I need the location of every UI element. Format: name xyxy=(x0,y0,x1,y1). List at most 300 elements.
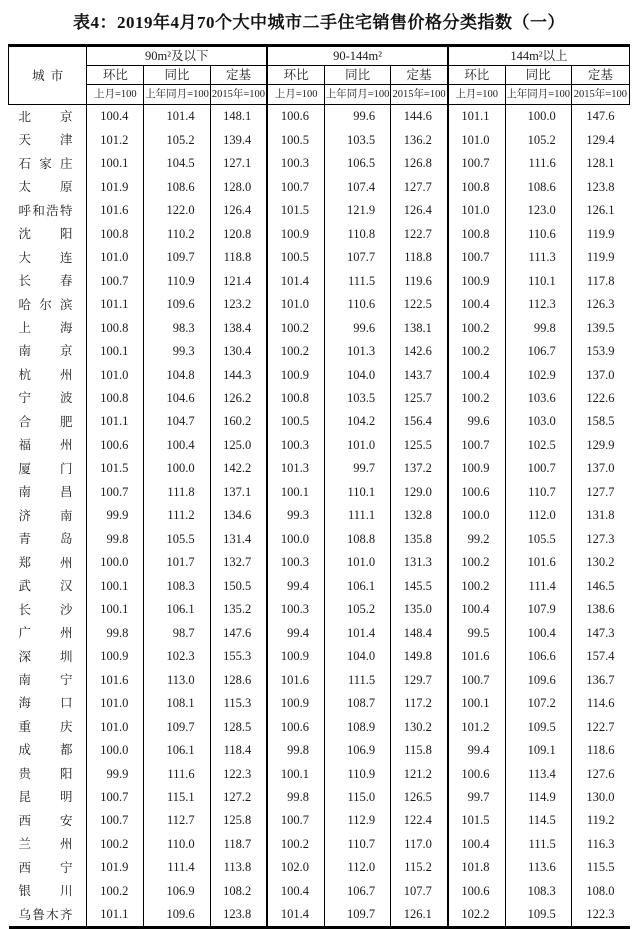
index-value: 123.2 xyxy=(210,293,267,316)
city-name: 杭 州 xyxy=(18,367,73,382)
city-name: 南 昌 xyxy=(18,485,73,500)
index-value: 128.1 xyxy=(571,152,629,175)
index-value: 118.8 xyxy=(210,246,267,269)
index-value: 114.5 xyxy=(505,809,571,832)
index-value: 108.3 xyxy=(505,879,571,902)
index-value: 139.5 xyxy=(571,316,629,339)
index-value: 109.7 xyxy=(144,715,210,738)
city-name: 福 州 xyxy=(18,438,73,453)
index-value: 113.6 xyxy=(505,856,571,879)
index-value: 101.4 xyxy=(144,105,210,129)
index-value: 118.7 xyxy=(210,833,267,856)
index-value: 104.0 xyxy=(324,645,390,668)
index-value: 104.8 xyxy=(144,363,210,386)
city-name: 长 春 xyxy=(18,274,73,289)
index-value: 100.6 xyxy=(267,105,324,129)
metric-header: 环比 xyxy=(87,66,144,85)
index-value: 101.0 xyxy=(324,551,390,574)
index-value: 105.5 xyxy=(505,527,571,550)
table-row xyxy=(9,199,630,222)
index-value: 101.5 xyxy=(448,809,505,832)
index-value: 101.2 xyxy=(448,715,505,738)
table-row xyxy=(9,340,630,363)
index-value: 135.0 xyxy=(391,598,448,621)
index-value: 101.9 xyxy=(87,856,144,879)
index-value: 122.3 xyxy=(571,903,629,928)
index-value: 100.8 xyxy=(87,387,144,410)
table-row xyxy=(9,457,630,480)
city-name: 深 圳 xyxy=(18,649,73,664)
index-value: 111.3 xyxy=(505,246,571,269)
table-row xyxy=(9,621,630,644)
index-value: 130.2 xyxy=(571,551,629,574)
metric-header: 同比 xyxy=(324,66,390,85)
index-value: 111.6 xyxy=(505,152,571,175)
index-value: 148.1 xyxy=(210,105,267,129)
index-value: 98.3 xyxy=(144,316,210,339)
table-row xyxy=(9,786,630,809)
index-value: 99.3 xyxy=(267,504,324,527)
index-value: 109.1 xyxy=(505,739,571,762)
index-value: 126.5 xyxy=(391,786,448,809)
index-value: 122.3 xyxy=(210,762,267,785)
table-row xyxy=(9,246,630,269)
index-value: 109.7 xyxy=(324,903,390,928)
index-value: 110.0 xyxy=(144,833,210,856)
index-value: 100.4 xyxy=(267,879,324,902)
index-value: 113.4 xyxy=(505,762,571,785)
index-value: 100.2 xyxy=(448,340,505,363)
table-row xyxy=(9,410,630,433)
table-row xyxy=(9,551,630,574)
index-value: 108.2 xyxy=(210,879,267,902)
header-row-groups xyxy=(9,46,630,66)
index-value: 147.6 xyxy=(210,621,267,644)
index-value: 137.0 xyxy=(571,363,629,386)
base-header: 上年同月=100 xyxy=(144,85,210,105)
index-value: 100.8 xyxy=(87,316,144,339)
index-value: 100.0 xyxy=(505,105,571,129)
header-row-metrics xyxy=(9,66,630,85)
city-name: 合 肥 xyxy=(18,414,73,429)
index-value: 122.7 xyxy=(571,715,629,738)
index-value: 122.0 xyxy=(144,199,210,222)
index-value: 100.6 xyxy=(448,762,505,785)
city-name: 北 京 xyxy=(18,109,73,124)
index-value: 126.1 xyxy=(391,903,448,928)
index-value: 99.3 xyxy=(144,340,210,363)
index-value: 112.0 xyxy=(505,504,571,527)
group-header-90-and-below: 90m²及以下 xyxy=(87,46,268,66)
index-value: 100.6 xyxy=(448,879,505,902)
index-value: 100.7 xyxy=(267,809,324,832)
index-value: 100.3 xyxy=(267,434,324,457)
table-row xyxy=(9,222,630,245)
index-value: 100.7 xyxy=(448,434,505,457)
index-value: 136.7 xyxy=(571,668,629,691)
index-value: 123.8 xyxy=(210,903,267,928)
city-name: 太 原 xyxy=(18,180,73,195)
index-value: 99.7 xyxy=(448,786,505,809)
index-value: 115.1 xyxy=(144,786,210,809)
index-value: 127.3 xyxy=(571,527,629,550)
city-name: 银 川 xyxy=(18,884,73,899)
index-value: 101.0 xyxy=(324,434,390,457)
index-value: 100.2 xyxy=(448,551,505,574)
index-value: 112.7 xyxy=(144,809,210,832)
index-value: 99.8 xyxy=(267,739,324,762)
index-value: 99.9 xyxy=(87,762,144,785)
index-value: 105.2 xyxy=(505,128,571,151)
index-value: 100.1 xyxy=(87,598,144,621)
index-value: 101.9 xyxy=(87,175,144,198)
city-name: 广 州 xyxy=(18,626,73,641)
index-value: 101.4 xyxy=(324,621,390,644)
index-value: 111.1 xyxy=(324,504,390,527)
index-value: 126.8 xyxy=(391,152,448,175)
index-value: 114.6 xyxy=(571,692,629,715)
table-header xyxy=(9,46,630,105)
index-value: 101.0 xyxy=(448,199,505,222)
index-value: 99.6 xyxy=(324,316,390,339)
table-row xyxy=(9,833,630,856)
index-value: 125.5 xyxy=(391,434,448,457)
city-name: 南 京 xyxy=(18,344,73,359)
index-value: 129.4 xyxy=(571,128,629,151)
index-value: 126.1 xyxy=(571,199,629,222)
city-name: 成 都 xyxy=(18,743,73,758)
table-row xyxy=(9,316,630,339)
index-value: 111.8 xyxy=(144,481,210,504)
base-header: 上年同月=100 xyxy=(505,85,571,105)
index-value: 106.9 xyxy=(144,879,210,902)
index-value: 102.2 xyxy=(448,903,505,928)
index-value: 111.5 xyxy=(324,269,390,292)
index-value: 144.3 xyxy=(210,363,267,386)
index-value: 101.6 xyxy=(505,551,571,574)
table-row xyxy=(9,387,630,410)
page xyxy=(0,8,638,922)
index-value: 100.1 xyxy=(87,340,144,363)
index-value: 110.1 xyxy=(505,269,571,292)
index-value: 102.5 xyxy=(505,434,571,457)
index-value: 101.2 xyxy=(87,128,144,151)
index-value: 108.3 xyxy=(144,574,210,597)
index-value: 153.9 xyxy=(571,340,629,363)
index-value: 109.6 xyxy=(144,293,210,316)
city-name: 海 口 xyxy=(18,696,73,711)
index-value: 122.4 xyxy=(391,809,448,832)
index-value: 158.5 xyxy=(571,410,629,433)
index-value: 111.4 xyxy=(144,856,210,879)
index-value: 100.0 xyxy=(267,527,324,550)
index-value: 115.5 xyxy=(571,856,629,879)
index-value: 119.6 xyxy=(391,269,448,292)
index-value: 100.9 xyxy=(448,269,505,292)
index-value: 100.3 xyxy=(267,598,324,621)
index-value: 99.9 xyxy=(87,504,144,527)
table-body xyxy=(9,105,630,928)
index-value: 99.8 xyxy=(267,786,324,809)
index-value: 127.6 xyxy=(571,762,629,785)
index-value: 104.2 xyxy=(324,410,390,433)
index-value: 106.5 xyxy=(324,152,390,175)
metric-header: 定基 xyxy=(571,66,629,85)
index-value: 122.5 xyxy=(391,293,448,316)
index-value: 100.4 xyxy=(448,293,505,316)
index-value: 111.4 xyxy=(505,574,571,597)
index-value: 107.4 xyxy=(324,175,390,198)
index-value: 132.8 xyxy=(391,504,448,527)
base-header: 上月=100 xyxy=(87,85,144,105)
city-name: 昆 明 xyxy=(18,790,73,805)
index-value: 143.7 xyxy=(391,363,448,386)
index-value: 106.1 xyxy=(324,574,390,597)
index-value: 102.0 xyxy=(267,856,324,879)
city-name: 武 汉 xyxy=(18,579,73,594)
index-value: 99.6 xyxy=(448,410,505,433)
index-value: 100.0 xyxy=(448,504,505,527)
index-value: 100.8 xyxy=(448,175,505,198)
index-value: 111.5 xyxy=(324,668,390,691)
index-value: 100.4 xyxy=(448,833,505,856)
metric-header: 定基 xyxy=(391,66,448,85)
index-value: 101.4 xyxy=(267,269,324,292)
index-value: 99.6 xyxy=(324,105,390,129)
index-value: 99.2 xyxy=(448,527,505,550)
index-value: 128.6 xyxy=(210,668,267,691)
table-row xyxy=(9,856,630,879)
index-value: 99.7 xyxy=(324,457,390,480)
index-value: 138.1 xyxy=(391,316,448,339)
index-value: 100.3 xyxy=(267,551,324,574)
index-value: 99.8 xyxy=(87,621,144,644)
index-value: 100.9 xyxy=(448,457,505,480)
index-value: 110.2 xyxy=(144,222,210,245)
index-value: 117.2 xyxy=(391,692,448,715)
index-value: 118.6 xyxy=(571,739,629,762)
index-value: 117.0 xyxy=(391,833,448,856)
index-value: 119.9 xyxy=(571,246,629,269)
index-value: 100.9 xyxy=(267,222,324,245)
index-value: 101.1 xyxy=(87,293,144,316)
index-value: 120.8 xyxy=(210,222,267,245)
table-row xyxy=(9,105,630,129)
index-value: 119.2 xyxy=(571,809,629,832)
index-value: 156.4 xyxy=(391,410,448,433)
index-value: 100.2 xyxy=(87,879,144,902)
index-value: 101.7 xyxy=(144,551,210,574)
index-value: 101.0 xyxy=(87,363,144,386)
index-value: 101.0 xyxy=(87,246,144,269)
index-value: 106.1 xyxy=(144,598,210,621)
index-value: 101.4 xyxy=(267,903,324,928)
index-value: 107.7 xyxy=(324,246,390,269)
index-value: 112.9 xyxy=(324,809,390,832)
metric-header: 环比 xyxy=(448,66,505,85)
index-value: 100.9 xyxy=(87,645,144,668)
index-value: 99.4 xyxy=(267,621,324,644)
index-value: 100.9 xyxy=(267,692,324,715)
header-row-bases xyxy=(9,85,630,105)
index-value: 101.1 xyxy=(87,410,144,433)
group-header-90-144: 90-144m² xyxy=(267,46,448,66)
index-value: 109.7 xyxy=(144,246,210,269)
index-value: 130.2 xyxy=(391,715,448,738)
index-value: 101.6 xyxy=(448,645,505,668)
index-value: 100.1 xyxy=(87,152,144,175)
index-value: 101.1 xyxy=(87,903,144,928)
index-value: 104.5 xyxy=(144,152,210,175)
index-value: 107.9 xyxy=(505,598,571,621)
city-name: 长 沙 xyxy=(18,602,73,617)
index-value: 146.5 xyxy=(571,574,629,597)
index-value: 115.0 xyxy=(324,786,390,809)
index-value: 101.5 xyxy=(87,457,144,480)
index-value: 126.4 xyxy=(391,199,448,222)
index-value: 103.5 xyxy=(324,128,390,151)
index-value: 137.1 xyxy=(210,481,267,504)
table-row xyxy=(9,739,630,762)
index-value: 106.9 xyxy=(324,739,390,762)
table-row xyxy=(9,481,630,504)
index-value: 138.6 xyxy=(571,598,629,621)
index-value: 131.3 xyxy=(391,551,448,574)
city-name: 大 连 xyxy=(18,250,73,265)
index-value: 100.8 xyxy=(267,387,324,410)
table-row xyxy=(9,809,630,832)
table-row xyxy=(9,527,630,550)
index-value: 110.7 xyxy=(505,481,571,504)
city-name: 乌 鲁 木 齐 xyxy=(18,907,73,922)
metric-header: 同比 xyxy=(505,66,571,85)
city-name: 哈 尔 滨 xyxy=(18,297,73,312)
index-value: 110.8 xyxy=(324,222,390,245)
index-value: 157.4 xyxy=(571,645,629,668)
city-name: 西 安 xyxy=(18,813,73,828)
table-row xyxy=(9,128,630,151)
index-value: 155.3 xyxy=(210,645,267,668)
index-value: 100.1 xyxy=(448,692,505,715)
index-value: 100.1 xyxy=(267,762,324,785)
index-value: 102.3 xyxy=(144,645,210,668)
index-value: 128.5 xyxy=(210,715,267,738)
index-value: 131.4 xyxy=(210,527,267,550)
index-value: 130.4 xyxy=(210,340,267,363)
index-value: 116.3 xyxy=(571,833,629,856)
index-value: 147.6 xyxy=(571,105,629,129)
index-value: 100.6 xyxy=(87,434,144,457)
index-value: 100.2 xyxy=(448,316,505,339)
index-value: 144.6 xyxy=(391,105,448,129)
table-row xyxy=(9,504,630,527)
base-header: 上月=100 xyxy=(448,85,505,105)
index-value: 100.2 xyxy=(448,574,505,597)
index-value: 101.3 xyxy=(267,457,324,480)
index-value: 100.7 xyxy=(87,269,144,292)
city-name: 郑 州 xyxy=(18,555,73,570)
index-value: 100.3 xyxy=(267,152,324,175)
index-value: 129.7 xyxy=(391,668,448,691)
base-header: 2015年=100 xyxy=(210,85,267,105)
base-header: 2015年=100 xyxy=(391,85,448,105)
index-value: 121.9 xyxy=(324,199,390,222)
city-name: 青 岛 xyxy=(18,532,73,547)
index-value: 115.8 xyxy=(391,739,448,762)
index-value: 105.2 xyxy=(324,598,390,621)
index-value: 110.6 xyxy=(324,293,390,316)
index-value: 99.4 xyxy=(448,739,505,762)
index-value: 125.8 xyxy=(210,809,267,832)
page-title: 表4：2019年4月70个大中城市二手住宅销售价格分类指数（一） xyxy=(73,13,565,32)
index-value: 109.6 xyxy=(505,668,571,691)
index-value: 115.2 xyxy=(391,856,448,879)
table-row xyxy=(9,269,630,292)
table-row xyxy=(9,903,630,928)
index-value: 100.7 xyxy=(448,668,505,691)
index-value: 101.1 xyxy=(448,105,505,129)
index-value: 107.2 xyxy=(505,692,571,715)
index-value: 108.6 xyxy=(144,175,210,198)
table-row xyxy=(9,762,630,785)
base-header: 2015年=100 xyxy=(571,85,629,105)
city-name: 呼 和 浩 特 xyxy=(18,203,73,218)
index-value: 129.0 xyxy=(391,481,448,504)
city-column-header: 城市 xyxy=(9,46,87,105)
index-value: 149.8 xyxy=(391,645,448,668)
index-value: 100.2 xyxy=(267,340,324,363)
index-value: 100.5 xyxy=(267,128,324,151)
index-value: 123.8 xyxy=(571,175,629,198)
index-value: 99.4 xyxy=(267,574,324,597)
index-value: 105.5 xyxy=(144,527,210,550)
index-value: 100.6 xyxy=(267,715,324,738)
price-index-table xyxy=(8,44,630,929)
index-value: 125.7 xyxy=(391,387,448,410)
index-value: 106.6 xyxy=(505,645,571,668)
index-value: 137.0 xyxy=(571,457,629,480)
index-value: 100.7 xyxy=(267,175,324,198)
index-value: 108.8 xyxy=(324,527,390,550)
index-value: 109.6 xyxy=(144,903,210,928)
index-value: 101.3 xyxy=(324,340,390,363)
index-value: 103.6 xyxy=(505,387,571,410)
index-value: 100.7 xyxy=(505,457,571,480)
table-row xyxy=(9,574,630,597)
table-row xyxy=(9,434,630,457)
index-value: 130.0 xyxy=(571,786,629,809)
index-value: 150.5 xyxy=(210,574,267,597)
index-value: 118.4 xyxy=(210,739,267,762)
index-value: 100.7 xyxy=(87,481,144,504)
index-value: 101.8 xyxy=(448,856,505,879)
index-value: 142.2 xyxy=(210,457,267,480)
index-value: 127.2 xyxy=(210,786,267,809)
index-value: 108.9 xyxy=(324,715,390,738)
index-value: 100.7 xyxy=(87,809,144,832)
index-value: 131.8 xyxy=(571,504,629,527)
index-value: 110.1 xyxy=(324,481,390,504)
index-value: 118.8 xyxy=(391,246,448,269)
index-value: 99.8 xyxy=(505,316,571,339)
index-value: 100.7 xyxy=(87,786,144,809)
index-value: 100.7 xyxy=(448,246,505,269)
index-value: 100.1 xyxy=(87,574,144,597)
index-value: 126.2 xyxy=(210,387,267,410)
index-value: 100.0 xyxy=(144,457,210,480)
index-value: 100.5 xyxy=(267,246,324,269)
table-row xyxy=(9,715,630,738)
